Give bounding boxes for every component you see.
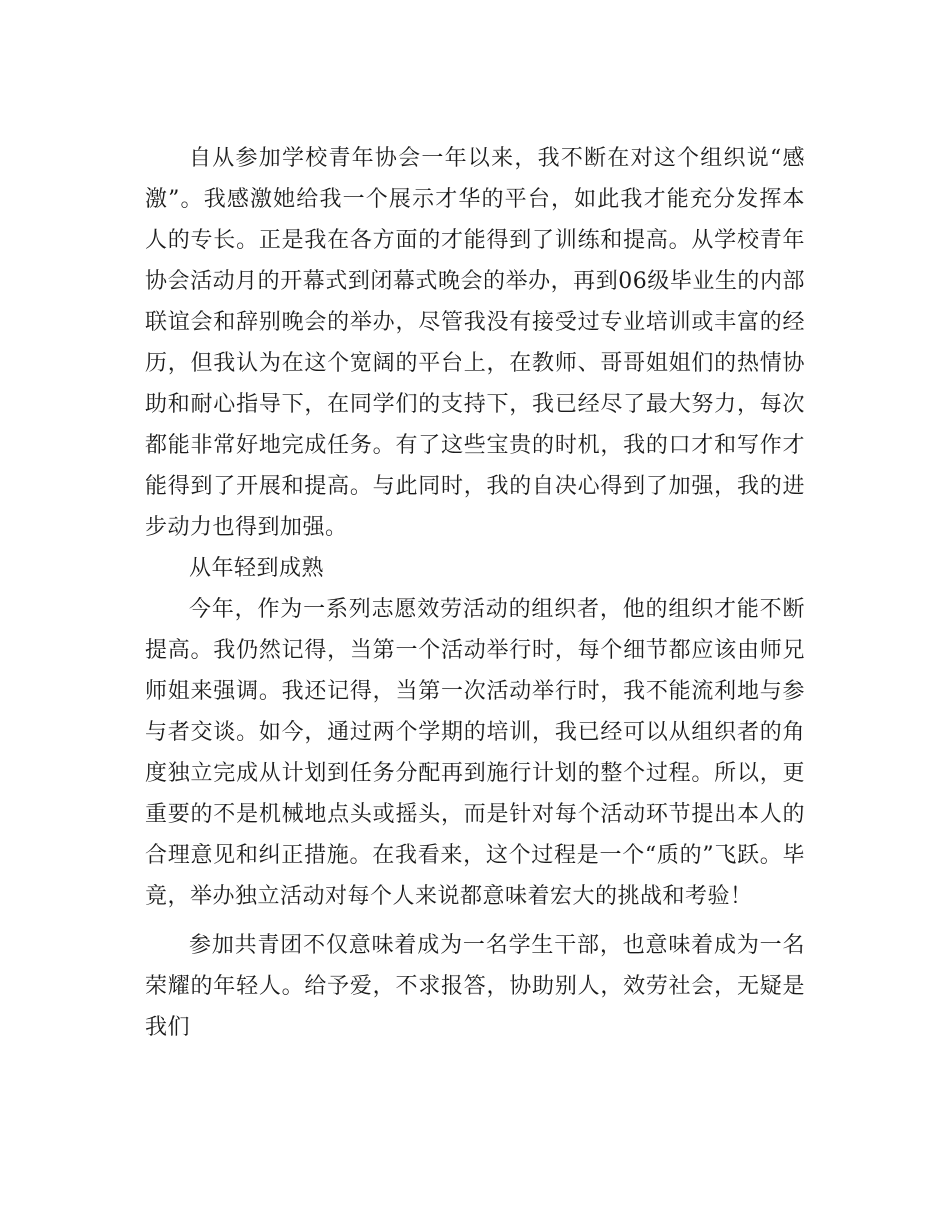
paragraph-gratitude: 自从参加学校青年协会一年以来，我不断在对这个组织说“感激”。我感激她给我一个展示才华的平台，如此我才能充分发挥本人的专长。正是我在各方面的才能得到了训练和提高。从学校青年协会活动月的开幕式到闭幕式晚会的举办，再到06级毕业生的内部联谊会和辞别晚会的举办，尽管我没有接受过专业培训或丰富的经历，但我认为在这个宽阔的平台上，在教师、哥哥姐姐们的热情协助和耐心指导下，在同学们的支持下，我已经尽了最大努力，每次都能非常好地完成任务。有了这些宝贵的时机，我的口才和写作才能得到了开展和提高。与此同时，我的自决心得到了加强，我的进步动力也得到加强。	[145, 146, 805, 540]
paragraph-organizer: 今年，作为一系列志愿效劳活动的组织者，他的组织才能不断提高。我仍然记得，当第一个活动举行时，每个细节都应该由师兄师姐来强调。我还记得，当第一次活动举行时，我不能流利地与参与者交谈。如今，通过两个学期的培训，我已经可以从组织者的角度独立完成从计划到任务分配再到施行计划的整个过程。所以，更重要的不是机械地点头或摇头，而是针对每个活动环节提出本人的合理意见和纠正措施。在我看来，这个过程是一个“质的”飞跃。毕竟，举办独立活动对每个人来说都意味着宏大的挑战和考验！	[145, 597, 805, 909]
section-heading-growth: 从年轻到成熟	[189, 556, 325, 581]
document-body	[145, 138, 805, 1048]
paragraph-league: 参加共青团不仅意味着成为一名学生干部，也意味着成为一名荣耀的年轻人。给予爱，不求报答，协助别人，效劳社会，无疑是我们	[145, 933, 805, 1040]
